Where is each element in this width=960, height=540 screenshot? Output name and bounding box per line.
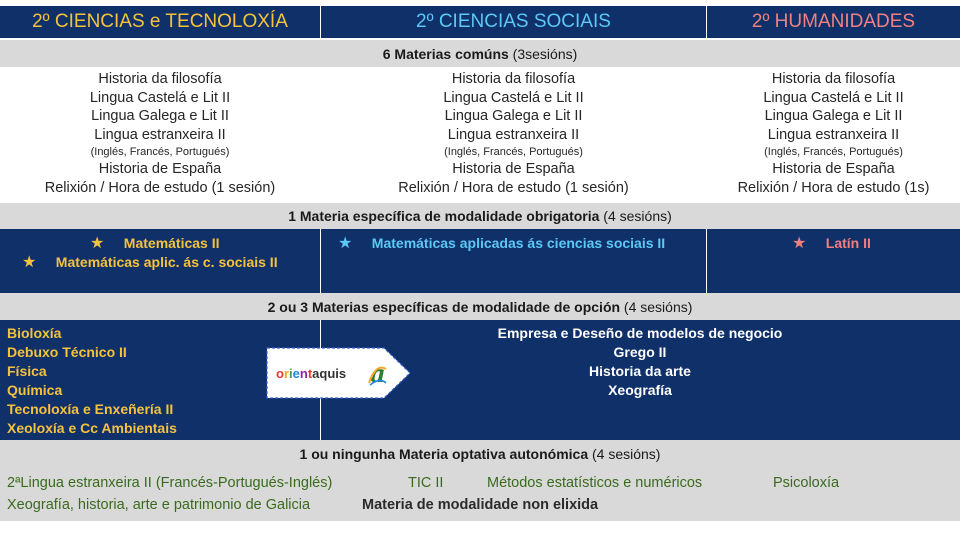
list-item: Historia da filosofía xyxy=(451,71,576,87)
autonomous-band-title: 1 ou ningunha Materia optativa autonómica xyxy=(299,446,589,462)
list-item: Xeoloxía e Cc Ambientais xyxy=(7,420,177,436)
list-item: Lingua Galega e Lit II xyxy=(444,108,583,124)
oblig-item-sociais xyxy=(338,233,665,253)
list-item-highlight: Materia de modalidade non elixida xyxy=(362,497,599,513)
list-item: Tecnoloxía e Enxeñería II xyxy=(7,401,174,417)
list-item: Xeografía xyxy=(608,382,672,398)
star-icon: ★ xyxy=(792,235,807,252)
list-item: Xeografía, historia, arte e patrimonio de Galicia xyxy=(7,497,311,513)
svg-text:a: a xyxy=(370,359,386,388)
list-item: Grego II xyxy=(613,344,667,360)
list-item: Química xyxy=(7,382,63,398)
list-item: Lingua Castelá e Lit II xyxy=(89,89,231,106)
svg-text:orientaquis: orientaquis xyxy=(276,366,347,381)
divider xyxy=(320,229,321,293)
list-item: TIC II xyxy=(408,475,444,491)
list-item: Historia da filosofía xyxy=(771,71,896,87)
optional-subjects xyxy=(0,320,960,440)
star-icon: ★ xyxy=(338,235,353,252)
list-item: Relixión / Hora de estudo (1s) xyxy=(737,179,930,196)
list-item: Lingua estranxeira II xyxy=(94,126,226,143)
autonomous-subjects xyxy=(0,468,960,521)
list-item: Relixión / Hora de estudo (1 sesión) xyxy=(398,179,629,196)
list-item-note: (Inglés, Francés, Portugués) xyxy=(90,146,230,158)
list-item: 2ªLingua estranxeira II (Francés-Portugués-Inglés) xyxy=(7,475,333,491)
list-item: Historia de España xyxy=(452,161,575,177)
list-item: Bioloxía xyxy=(7,325,62,341)
list-item: Lingua Castelá e Lit II xyxy=(443,89,584,106)
common-band-title: 6 Materias comúns xyxy=(382,45,509,62)
header-ciencias-tecnoloxia: 2º CIENCIAS e TECNOLOXÍA xyxy=(32,11,288,32)
list-item: Lingua Galega e Lit II xyxy=(764,108,903,124)
oblig-label: Matemáticas aplicadas ás ciencias sociais II xyxy=(371,235,666,251)
options-band-sessions: (4 sesións) xyxy=(620,298,693,315)
list-item: Relixión / Hora de estudo (1 sesión) xyxy=(44,179,276,196)
list-item: Historia de España xyxy=(98,161,222,177)
list-item: Lingua estranxeira II xyxy=(447,126,580,143)
options-band xyxy=(0,293,960,320)
oblig-label: Matemáticas II xyxy=(123,235,220,251)
common-subjects xyxy=(0,67,960,203)
list-item: Psicoloxía xyxy=(773,475,840,491)
list-item: Debuxo Técnico II xyxy=(7,344,127,360)
list-item-note: (Inglés, Francés, Portugués) xyxy=(764,146,903,158)
options-band-title: 2 ou 3 Materias específicas de modalidade de opción xyxy=(267,298,621,315)
list-item: Historia de España xyxy=(772,161,895,177)
list-item: Lingua Galega e Lit II xyxy=(91,108,229,124)
list-item: Lingua Castelá e Lit II xyxy=(763,89,904,106)
list-item: Métodos estatísticos e numéricos xyxy=(487,475,703,491)
oblig-label: Matemáticas aplic. ás c. sociais II xyxy=(55,254,278,270)
common-list-ciencias xyxy=(0,70,320,197)
list-item-note: (Inglés, Francés, Portugués) xyxy=(444,146,583,158)
obligatory-band xyxy=(0,203,960,229)
header-ciencias-sociais: 2º CIENCIAS SOCIAIS xyxy=(416,11,611,32)
oblig-label: Latín II xyxy=(825,235,871,251)
obligatory-subjects xyxy=(0,229,960,293)
oblig-item-latin xyxy=(792,233,871,253)
options-list-ciencias xyxy=(7,324,177,438)
common-list-sociais xyxy=(321,70,706,197)
header-row xyxy=(0,6,960,38)
star-icon: ★ xyxy=(90,235,105,252)
header-humanidades: 2º HUMANIDADES xyxy=(751,11,916,32)
common-list-humanidades xyxy=(707,70,960,197)
orientaquis-logo xyxy=(266,347,412,399)
divider xyxy=(706,229,707,293)
options-list-shared xyxy=(320,324,960,400)
oblig-item-matematicas-aplic xyxy=(22,252,278,272)
list-item: Empresa e Deseño de modelos de negocio xyxy=(497,325,783,341)
list-item: Historia da arte xyxy=(589,363,691,379)
common-subjects-band xyxy=(0,40,960,67)
obligatory-band-title: 1 Materia específica de modalidade obrigatoria xyxy=(288,208,600,224)
oblig-item-matematicas xyxy=(90,233,220,253)
common-band-sessions: (3sesións) xyxy=(508,45,578,62)
autonomous-band-sessions: (4 sesións) xyxy=(588,446,661,462)
list-item: Lingua estranxeira II xyxy=(767,126,900,143)
obligatory-band-sessions: (4 sesións) xyxy=(599,208,672,224)
list-item: Física xyxy=(7,363,47,379)
list-item: Historia da filosofía xyxy=(98,71,222,87)
autonomous-band xyxy=(0,440,960,468)
star-icon: ★ xyxy=(22,254,37,271)
